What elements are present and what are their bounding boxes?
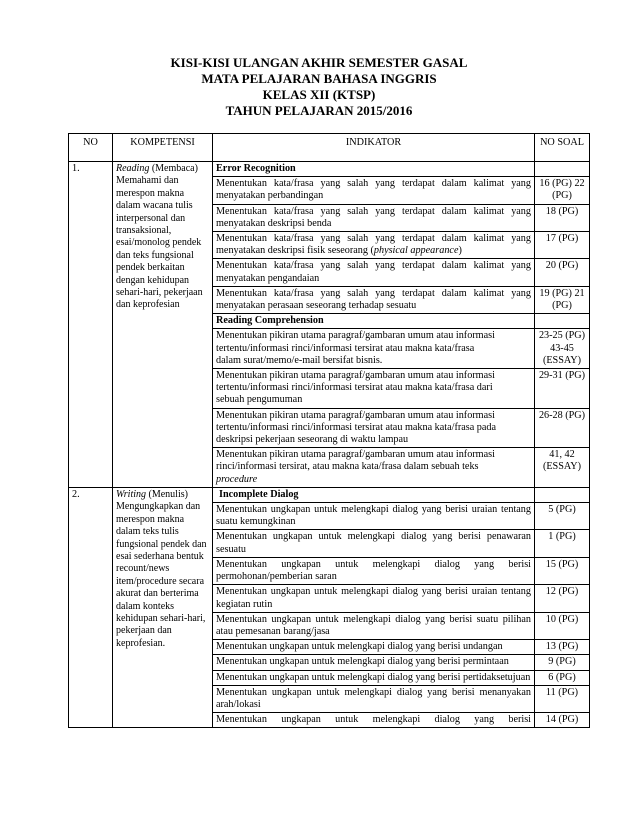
question-number: 11 (PG) [535, 685, 590, 712]
title-line-3: KELAS XII (KTSP) [262, 87, 376, 102]
question-number: 20 (PG) [535, 259, 590, 286]
indicator-text: Menentukan ungkapan untuk melengkapi dialog yang berisi permohonan/pemberian saran [213, 557, 535, 584]
indicator-text: Menentukan ungkapan untuk melengkapi dialog yang berisi [213, 713, 535, 728]
indicator-text: Menentukan kata/frasa yang salah yang terdapat dalam kalimat yang menyatakan deskripsi benda [213, 204, 535, 231]
section-heading: Incomplete Dialog [213, 487, 535, 502]
question-number: 9 (PG) [535, 655, 590, 670]
indicator-text: Menentukan pikiran utama paragraf/gambaran umum atau informasi tertentu/informasi rinci/informasi tersirat atau makna kata/frasa dari sebuah pengumuman [213, 369, 535, 409]
indicator-text: Menentukan ungkapan untuk melengkapi dialog yang berisi undangan [213, 640, 535, 655]
header-no-soal: NO SOAL [535, 134, 590, 162]
question-number: 13 (PG) [535, 640, 590, 655]
question-number: 5 (PG) [535, 503, 590, 530]
indicator-text: Menentukan ungkapan untuk melengkapi dialog yang berisi uraian tentang suatu kemungkinan [213, 503, 535, 530]
question-number: 14 (PG) [535, 713, 590, 728]
title-line-4: TAHUN PELAJARAN 2015/2016 [225, 103, 413, 118]
question-number: 41, 42 (ESSAY) [535, 448, 590, 488]
document-title [0, 55, 638, 119]
question-number: 17 (PG) [535, 232, 590, 259]
indicator-text: Menentukan kata/frasa yang salah yang terdapat dalam kalimat yang menyatakan deskripsi fisik seseorang (physical appearance) [213, 232, 535, 259]
section-heading: Error Recognition [213, 162, 535, 177]
indicator-text: Menentukan ungkapan untuk melengkapi dialog yang berisi suatu pilihan atau pemesanan barang/jasa [213, 612, 535, 639]
indicator-text: Menentukan kata/frasa yang salah yang terdapat dalam kalimat yang menyatakan perbandingan [213, 177, 535, 204]
competency-skill: Writing [116, 488, 147, 500]
header-kompetensi: KOMPETENSI [113, 134, 213, 162]
header-no: NO [69, 134, 113, 162]
indicator-text: Menentukan ungkapan untuk melengkapi dialog yang berisi pertidaksetujuan [213, 670, 535, 685]
competency-description: Mengungkapkan dan merespon makna dalam teks tulis fungsional pendek dan esai sederhana bentuk recount/news item/procedure secara akurat dan berterima dalam konteks kehidupan sehari-hari, pekerjaan dan keprofesian. [116, 501, 207, 649]
competency-number: 1. [69, 162, 113, 488]
question-number: 1 (PG) [535, 530, 590, 557]
question-number: 23-25 (PG) 43-45 (ESSAY) [535, 329, 590, 369]
competency-skill-paren: (Menulis) [146, 488, 188, 500]
indicator-text: Menentukan kata/frasa yang salah yang terdapat dalam kalimat yang menyatakan perasaan seseorang terhadap sesuatu [213, 286, 535, 313]
kisi-kisi-table [68, 133, 590, 728]
title-line-1: KISI-KISI ULANGAN AKHIR SEMESTER GASAL [170, 55, 468, 70]
indicator-text: Menentukan ungkapan untuk melengkapi dialog yang berisi penawaran sesuatu [213, 530, 535, 557]
competency-description: Memahami dan merespon makna dalam wacana tulis interpersonal dan transaksional, esai/monolog pendek dan teks fungsional pendek berkaitan dengan kehidupan sehari-hari, pekerjaan dan keprofesian [116, 175, 203, 311]
indicator-text: Menentukan pikiran utama paragraf/gambaran umum atau informasi rinci/informasi tersirat, atau makna kata/frasa dalam sebuah teks procedure [213, 448, 535, 488]
question-number: 6 (PG) [535, 670, 590, 685]
question-number: 10 (PG) [535, 612, 590, 639]
table-row [69, 487, 590, 502]
question-number: 16 (PG) 22 (PG) [535, 177, 590, 204]
indicator-text: Menentukan pikiran utama paragraf/gambaran umum atau informasi tertentu/informasi rinci/informasi tersirat atau makna kata/frasa pada deskripsi pekerjaan seseorang di waktu lampau [213, 408, 535, 448]
competency-cell [113, 487, 213, 727]
table-row [69, 162, 590, 177]
section-heading: Reading Comprehension [213, 314, 535, 329]
header-indikator: INDIKATOR [213, 134, 535, 162]
indicator-text: Menentukan pikiran utama paragraf/gambaran umum atau informasi tertentu/informasi rinci/informasi tersirat atau makna kata/frasa dalam surat/memo/e-mail bersifat bisnis. [213, 329, 535, 369]
competency-skill-paren: (Membaca) [149, 163, 198, 174]
indicator-text: Menentukan kata/frasa yang salah yang terdapat dalam kalimat yang menyatakan pengandaian [213, 259, 535, 286]
indicator-text: Menentukan ungkapan untuk melengkapi dialog yang berisi uraian tentang kegiatan rutin [213, 585, 535, 612]
question-number: 19 (PG) 21 (PG) [535, 286, 590, 313]
question-number: 18 (PG) [535, 204, 590, 231]
title-line-2: MATA PELAJARAN BAHASA INGGRIS [201, 71, 437, 86]
question-number: 15 (PG) [535, 557, 590, 584]
indicator-text: Menentukan ungkapan untuk melengkapi dialog yang berisi permintaan [213, 655, 535, 670]
competency-number: 2. [69, 487, 113, 727]
question-number: 12 (PG) [535, 585, 590, 612]
competency-skill: Reading [116, 163, 150, 174]
question-number: 29-31 (PG) [535, 369, 590, 409]
indicator-text: Menentukan ungkapan untuk melengkapi dialog yang berisi menanyakan arah/lokasi [213, 685, 535, 712]
table-header-row [69, 134, 590, 162]
competency-cell [113, 162, 213, 488]
question-number: 26-28 (PG) [535, 408, 590, 448]
